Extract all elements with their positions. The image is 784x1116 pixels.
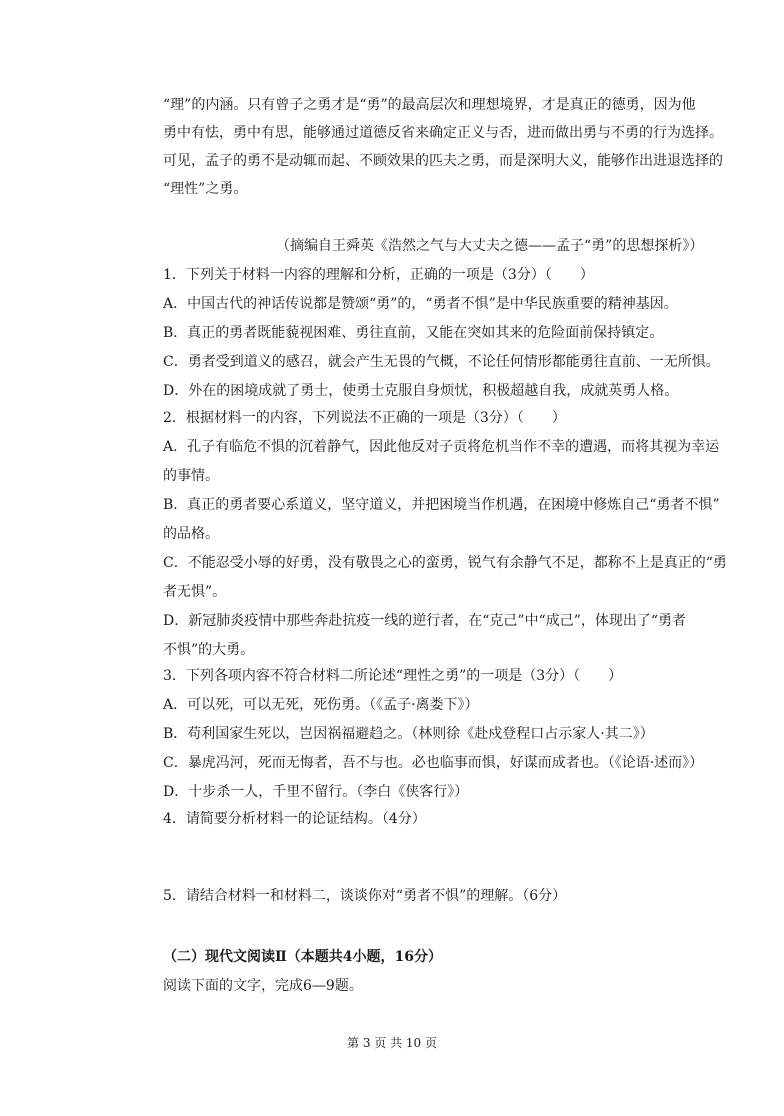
- intro-line: 可见，孟子的勇不是动辄而起、不顾效果的匹夫之勇，而是深明大义，能够作出进退选择的: [163, 153, 723, 169]
- question-3-option-a: A．可以死，可以无死，死伤勇。（《孟子·离娄下》）: [163, 697, 479, 713]
- intro-line: “理性”之勇。: [163, 181, 248, 197]
- section-2-heading: （二）现代文阅读Ⅱ（本题共4小题，16分）: [163, 949, 443, 965]
- question-5: 5．请结合材料一和材料二，谈谈你对“勇者不惧”的理解。（6分）: [163, 888, 567, 904]
- page-number: 第 3 页 共 10 页: [347, 1036, 437, 1050]
- question-2-option-d: D．新冠肺炎疫情中那些奔赴抗疫一线的逆行者，在“克己”中“成己”，体现出了“勇者: [163, 613, 687, 629]
- question-2-option-b: B．真正的勇者要心系道义，坚守道义，并把困境当作机遇，在困境中修炼自己“勇者不惧”: [163, 497, 720, 513]
- question-3-option-b: B．苟利国家生死以，岂因祸福避趋之。（林则徐《赴戍登程口占示家人·其二》）: [163, 726, 654, 742]
- question-3-option-c: C．暴虎冯河，死而无悔者，吾不与也。必也临事而惧，好谋而成者也。（《论语·述而》）: [163, 755, 704, 771]
- source-citation: （摘编自王舜英《浩然之气与大丈夫之德——孟子“勇”的思想探析》）: [276, 238, 704, 254]
- question-2-option-c: C．不能忍受小辱的好勇，没有敬畏之心的蛮勇，锐气有余静气不足，都称不上是真正的“勇: [163, 555, 727, 571]
- intro-line: 勇中有怯，勇中有思，能够通过道德反省来确定正义与否，进而做出勇与不勇的行为选择。: [163, 125, 723, 141]
- question-1-option-a: A．中国古代的神话传说都是赞颂“勇”的，“勇者不惧”是中华民族重要的精神基因。: [163, 296, 678, 312]
- question-2-option-a: A．孔子有临危不惧的沉着静气，因此他反对子贡将危机当作不幸的遭遇，而将其视为幸运: [163, 439, 720, 455]
- question-1-option-d: D．外在的困境成就了勇士，使勇士克服自身烦忧，积极超越自我，成就英勇人格。: [163, 383, 679, 399]
- question-1-stem: 1．下列关于材料一内容的理解和分析，正确的一项是（3分）（ ）: [163, 267, 594, 283]
- question-2-option-c-cont: 者无惧”。: [163, 584, 227, 600]
- question-2-option-b-cont: 的品格。: [163, 526, 219, 542]
- question-3-stem: 3．下列各项内容不符合材料二所论述“理性之勇”的一项是（3分）（ ）: [163, 668, 623, 684]
- intro-line: “理”的内涵。只有曾子之勇才是“勇”的最高层次和理想境界，才是真正的德勇，因为他: [163, 97, 696, 113]
- question-1-option-c: C．勇者受到道义的感召，就会产生无畏的气概，不论任何情形都能勇往直前、一无所惧。: [163, 354, 720, 370]
- question-3-option-d: D．十步杀一人，千里不留行。（李白《侠客行》）: [163, 784, 469, 800]
- question-4: 4．请简要分析材料一的论证结构。（4分）: [163, 811, 426, 827]
- question-2-option-d-cont: 不惧”的大勇。: [163, 642, 255, 658]
- question-1-option-b: B．真正的勇者既能藐视困难、勇往直前，又能在突如其来的危险面前保持镇定。: [163, 325, 664, 341]
- question-2-option-a-cont: 的事情。: [163, 468, 219, 484]
- question-2-stem: 2．根据材料一的内容，下列说法不正确的一项是（3分）（ ）: [163, 410, 566, 426]
- intro-paragraph: [163, 91, 723, 203]
- section-2-instruction: 阅读下面的文字，完成6—9题。: [163, 978, 363, 994]
